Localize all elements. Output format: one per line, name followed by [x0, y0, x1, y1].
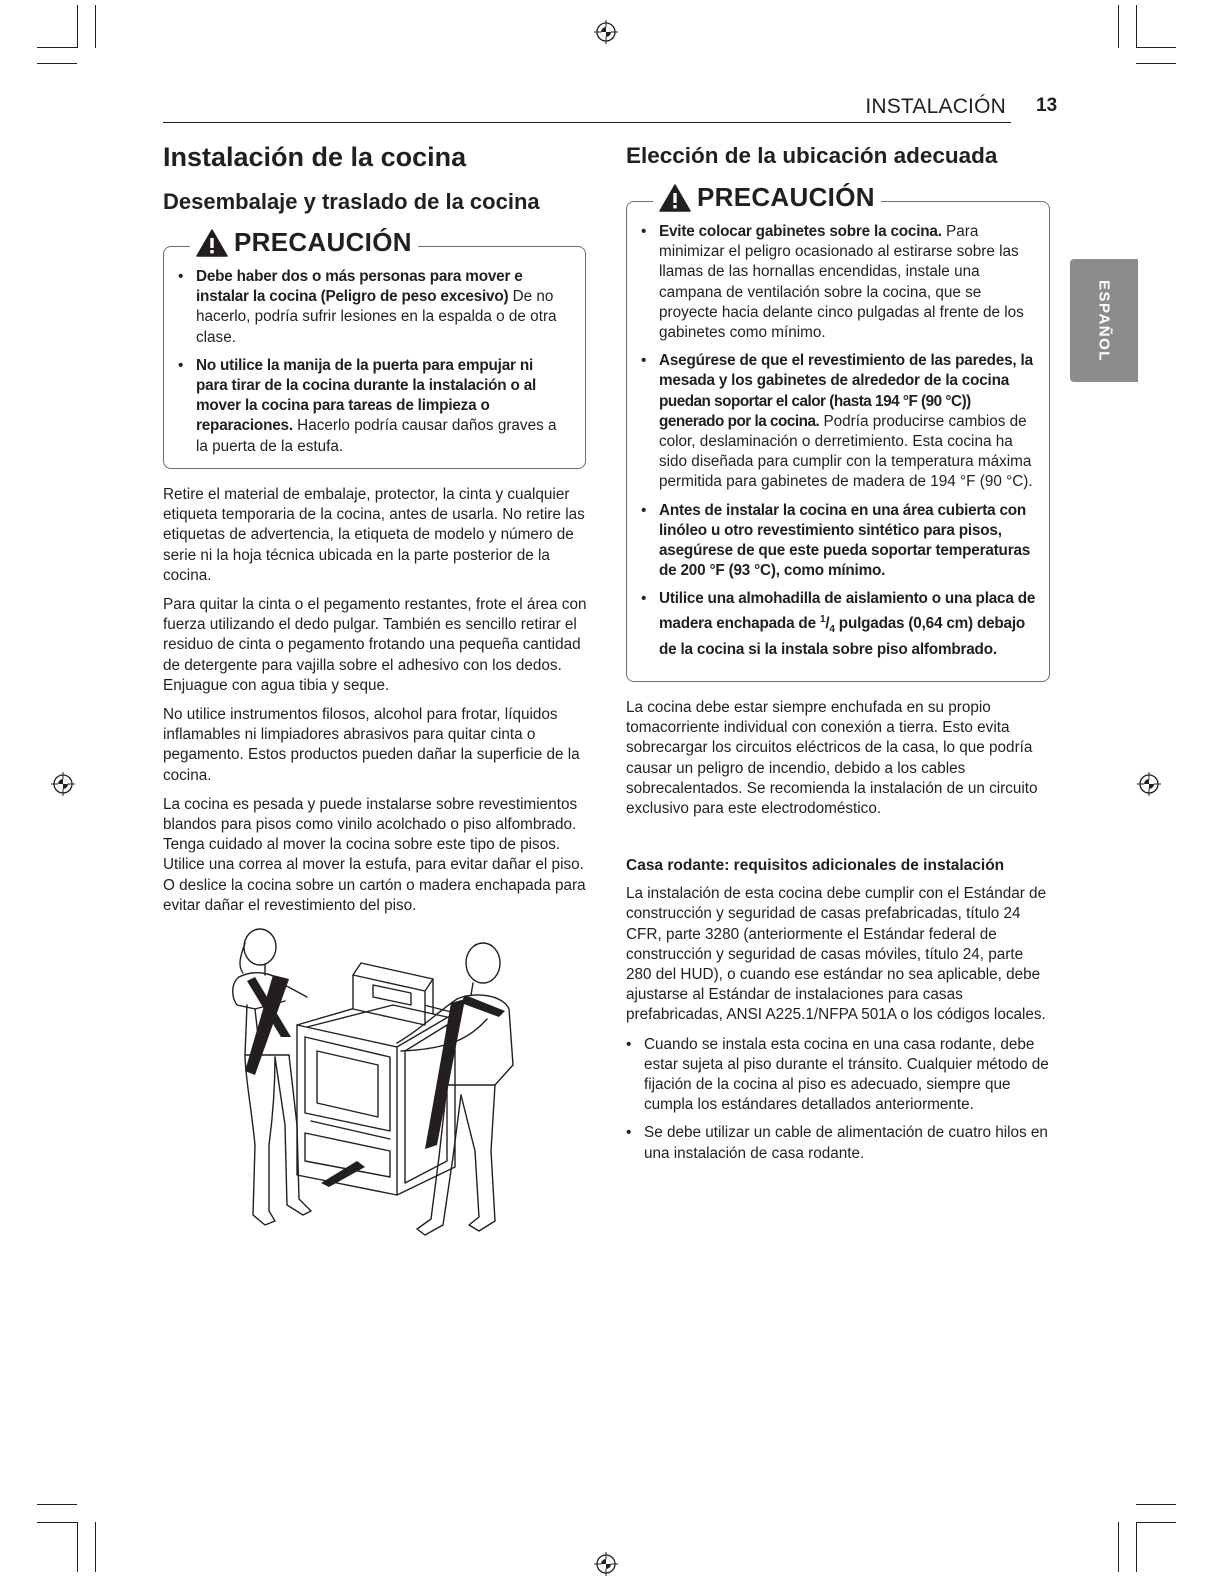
- caution-label: PRECAUCIÓN: [697, 182, 875, 212]
- page-title: Instalación de la cocina: [163, 142, 467, 172]
- crop-mark: [95, 1522, 96, 1572]
- language-tab: [1070, 259, 1138, 382]
- crop-mark: [77, 5, 78, 48]
- list-item: • Cuando se instala esta cocina en una casa rodante, debe estar sujeta al piso durante el tránsito. Cualquier método de fijación de la cocina al piso es adecuado, siempre que cumpla los estándares detallados anteriormente.: [626, 1035, 1051, 1116]
- page-number: 13: [1036, 95, 1058, 116]
- warning-triangle-icon: [659, 184, 691, 212]
- caution-item: • Antes de instalar la cocina en una área cubierta con linóleo u otro revestimiento sintético para pisos, asegúrese de que este pueda soportar temperaturas de 200 °F (93 °C), como mínimo.: [627, 501, 1039, 582]
- registration-mark-icon: [594, 1552, 618, 1576]
- paragraph: No utilice instrumentos filosos, alcohol para frotar, líquidos inflamables ni limpiadores abrasivos para quitar cinta o pegamento. Estos productos pueden dañar la superficie de la cocina.: [163, 706, 580, 784]
- crop-mark: [95, 5, 96, 48]
- crop-mark: [1136, 47, 1176, 48]
- registration-mark-icon: [51, 772, 75, 796]
- header-rule: [163, 122, 1011, 123]
- crop-mark: [37, 47, 77, 48]
- caution-header: [190, 227, 418, 258]
- caution-item: • Asegúrese de que el revestimiento de las paredes, la mesada y los gabinetes de alrededor de la cocina puedan soportar el calor (hasta 194 °F (90 °C)) generado por la cocina. Podría producirse cambios de color, deslaminación o derretimiento. Esta cocina ha sido diseñada para cumplir con la temperatura máxima permitida para gabinetes de madera de 194 °F (90 °C).: [627, 351, 1039, 492]
- warning-triangle-icon: [196, 229, 228, 257]
- section-title: INSTALACIÓN: [865, 95, 1006, 118]
- registration-mark-icon: [1137, 772, 1161, 796]
- paragraph: La instalación de esta cocina debe cumplir con el Estándar de construcción y seguridad de casas prefabricadas, título 24 CFR, parte 3280 (anteriormente el Estándar federal de construcción y seguridad de casas móviles, título 24, parte 280 del HUD), o cuando ese estándar no sea aplicable, debe ajustarse al Estándar de instalaciones para casas prefabricadas, ANSI A225.1/NFPA 501A o los códigos locales.: [626, 885, 1047, 1024]
- crop-mark: [1136, 5, 1137, 48]
- section-heading: Elección de la ubicación adecuada: [626, 143, 998, 168]
- right-body: [626, 698, 1051, 1172]
- caution-item: • No utilice la manija de la puerta para empujar ni para tirar de la cocina durante la instalación o al mover la cocina para tareas de limpieza o reparaciones. Hacerlo podría causar daños graves a la puerta de la estufa.: [164, 356, 564, 457]
- caution-box: [626, 182, 1050, 682]
- caution-item: • Utilice una almohadilla de aislamiento o una placa de madera enchapada de $^1/_4$ pulgadas (0,64 cm) debajo de la cocina si la instala sobre piso alfombrado.: [627, 589, 1039, 660]
- registration-mark-icon: [594, 20, 618, 44]
- caution-item: • Debe haber dos o más personas para mover e instalar la cocina (Peligro de peso excesivo) De no hacerlo, podría sufrir lesiones en la espalda o de otra clase.: [164, 267, 564, 348]
- requirements-list: [626, 1035, 1051, 1164]
- caution-box: [163, 227, 586, 469]
- crop-mark: [1136, 1522, 1176, 1523]
- crop-mark: [37, 1504, 77, 1505]
- crop-mark: [1136, 1504, 1176, 1505]
- caution-item: • Evite colocar gabinetes sobre la cocina. Para minimizar el peligro ocasionado al estirarse sobre las llamas de las hornallas encendidas, instale una campana de ventilación sobre la cocina, que se proyecte hacia delante cinco pulgadas al frente de los gabinetes como mínimo.: [627, 222, 1039, 343]
- crop-mark: [1136, 63, 1176, 64]
- paragraph: Retire el material de embalaje, protector, la cinta y cualquier etiqueta temporaria de la cocina, antes de usarla. No retire las etiquetas de advertencia, la etiqueta de modelo y número de serie ni la hoja técnica ubicada en la parte posterior de la cocina.: [163, 486, 585, 584]
- section-heading: Desembalaje y traslado de la cocina: [163, 189, 540, 214]
- crop-mark: [37, 1522, 77, 1523]
- paragraph: Para quitar la cinta o el pegamento restantes, frote el área con fuerza utilizando el dedo pulgar. También es sencillo retirar el residuo de cinta o pegamento frotando una pequeña cantidad de detergente para vajilla sobre el adhesivo con los dedos. Enjuague con agua tibia y seque.: [163, 596, 587, 694]
- caution-label: PRECAUCIÓN: [234, 227, 412, 257]
- crop-mark: [1136, 1522, 1137, 1572]
- paragraph: La cocina es pesada y puede instalarse sobre revestimientos blandos para pisos como vinilo acolchado o piso alfombrado. Tenga cuidado al mover la cocina sobre este tipo de pisos. Utilice una correa al mover la estufa, para evitar dañar el piso. O deslice la cocina sobre un cartón o madera enchapada para evitar dañar el revestimiento del piso.: [163, 795, 586, 914]
- crop-mark: [1118, 1522, 1119, 1572]
- left-body: [163, 485, 588, 916]
- list-item: • Se debe utilizar un cable de alimentación de cuatro hilos en una instalación de casa rodante.: [626, 1123, 1051, 1163]
- range-moving-illustration: [225, 925, 520, 1245]
- paragraph: La cocina debe estar siempre enchufada en su propio tomacorriente individual con conexión a tierra. Esto evita sobrecargar los circuitos eléctricos de la casa, lo que podría causar un peligro de incendio, debido a los cables sobrecalentados. Se recomienda la instalación de un circuito exclusivo para este electrodoméstico.: [626, 699, 1038, 818]
- fraction: $^1/_4$: [819, 613, 835, 635]
- crop-mark: [77, 1522, 78, 1572]
- language-tab-label: ESPAÑOL: [1095, 279, 1113, 362]
- caution-header: [653, 182, 881, 213]
- crop-mark: [1118, 5, 1119, 48]
- crop-mark: [37, 63, 77, 64]
- subheading: Casa rodante: requisitos adicionales de instalación: [626, 857, 1005, 875]
